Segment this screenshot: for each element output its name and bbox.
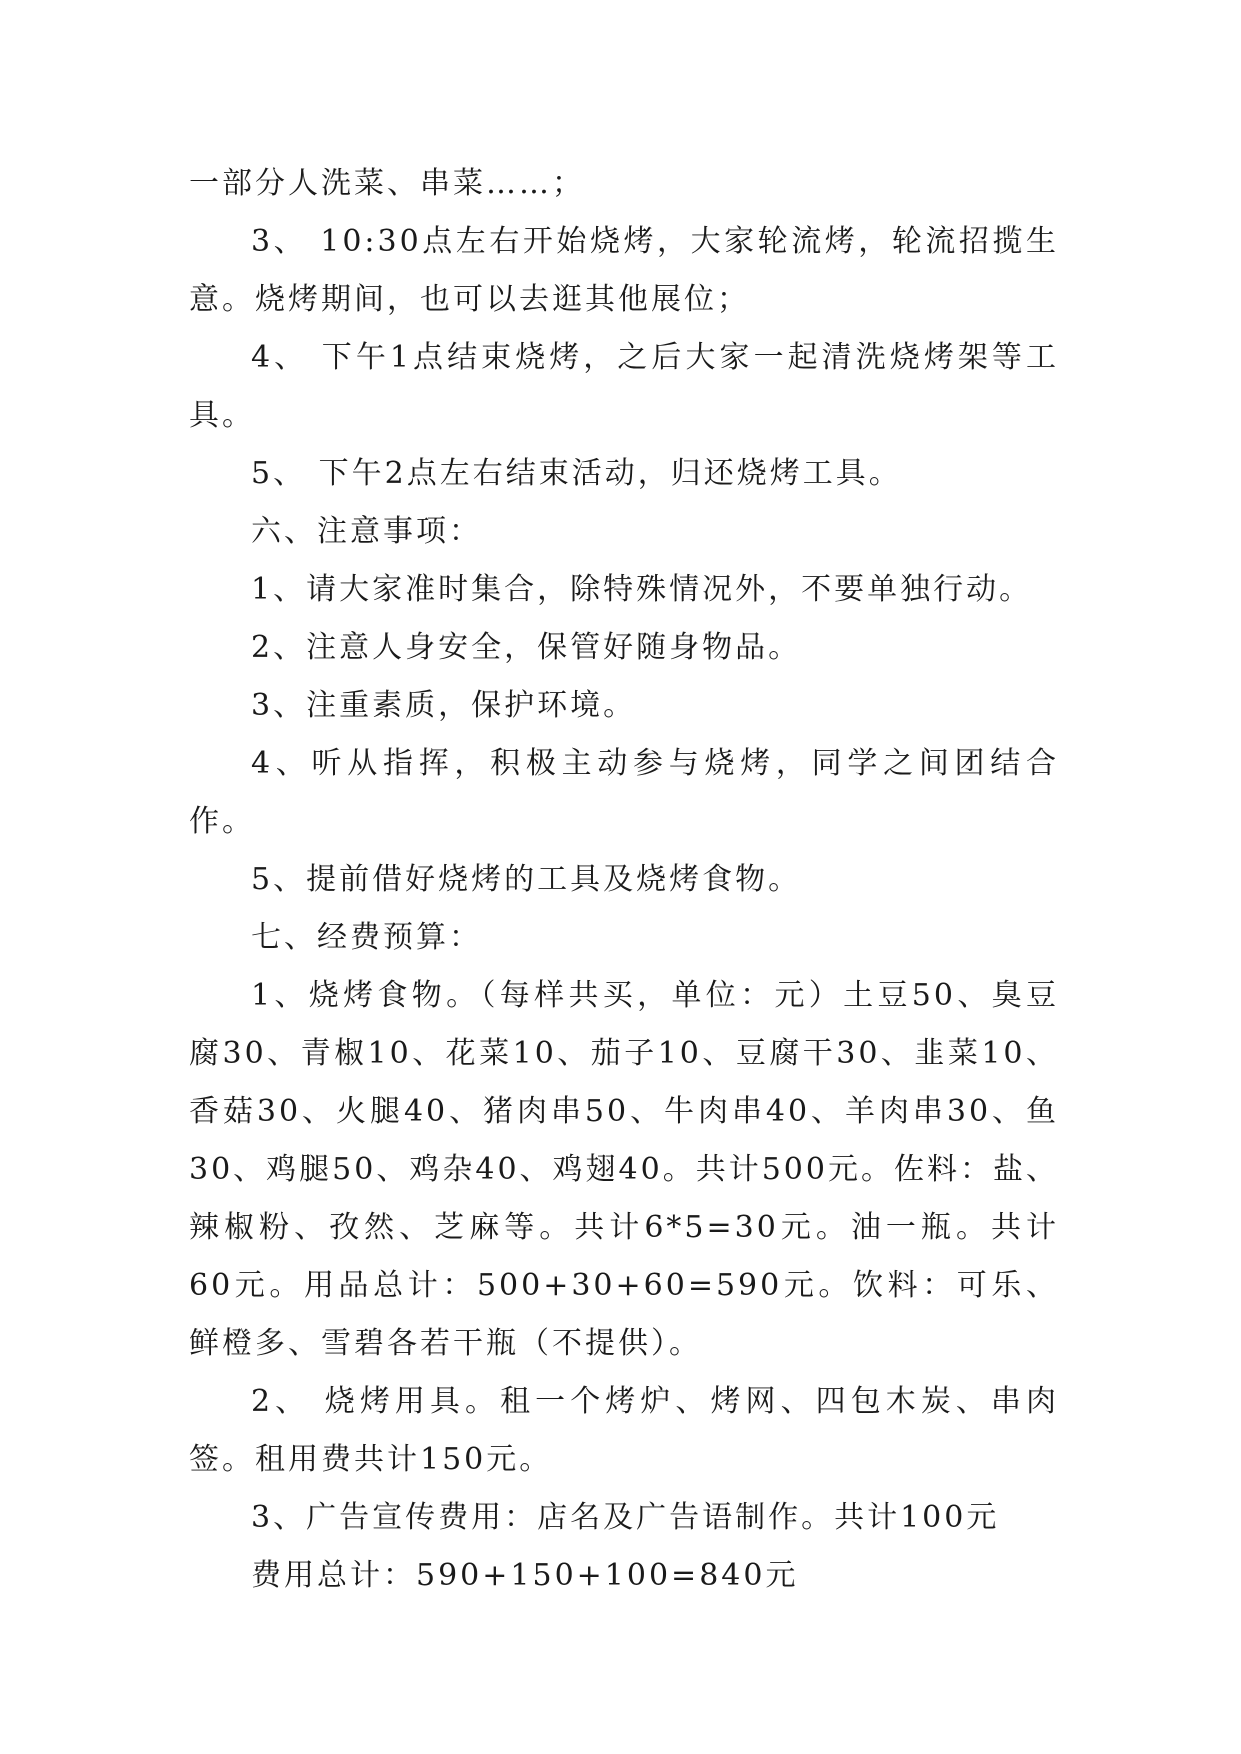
budget-item-equipment: 2、 烧烤用具。租一个烤炉、烤网、四包木炭、串肉签。租用费共计150元。 bbox=[189, 1384, 1059, 1477]
note-item-5: 5、提前借好烧烤的工具及烧烤食物。 bbox=[251, 862, 802, 897]
note-item-1: 1、请大家准时集合，除特殊情况外，不要单独行动。 bbox=[251, 572, 1033, 607]
document-body bbox=[189, 155, 1059, 1605]
paragraph-step-5: 5、 下午2点左右结束活动，归还烧烤工具。 bbox=[251, 456, 902, 491]
paragraph-step-3: 3、 10:30点左右开始烧烤，大家轮流烤，轮流招揽生意。烧烤期间，也可以去逛其他展位； bbox=[189, 224, 1059, 317]
note-item-2: 2、注意人身安全，保管好随身物品。 bbox=[251, 630, 802, 665]
budget-total: 费用总计：590+150+100=840元 bbox=[251, 1558, 799, 1593]
paragraph-step-4: 4、 下午1点结束烧烤，之后大家一起清洗烧烤架等工具。 bbox=[189, 340, 1059, 433]
note-item-4: 4、听从指挥，积极主动参与烧烤，同学之间团结合作。 bbox=[189, 746, 1059, 839]
budget-item-advertising: 3、广告宣传费用：店名及广告语制作。共计100元 bbox=[251, 1500, 1000, 1535]
note-item-3: 3、注重素质，保护环境。 bbox=[251, 688, 637, 723]
paragraph-continuation: 一部分人洗菜、串菜……； bbox=[189, 166, 585, 201]
budget-item-food: 1、烧烤食物。（每样共买，单位：元）土豆50、臭豆腐30、青椒10、花菜10、茄子10、豆腐干30、韭菜10、香菇30、火腿40、猪肉串50、牛肉串40、羊肉串30、鱼30、鸡腿50、鸡杂40、鸡翅40。共计500元。佐料：盐、辣椒粉、孜然、芝麻等。共计6*5=30元。油一瓶。共计60元。用品总计：500+30+60=590元。饮料：可乐、鲜橙多、雪碧各若干瓶（不提供）。 bbox=[189, 978, 1059, 1361]
section-heading-budget: 七、经费预算： bbox=[251, 920, 482, 955]
section-heading-notes: 六、注意事项： bbox=[251, 514, 482, 549]
